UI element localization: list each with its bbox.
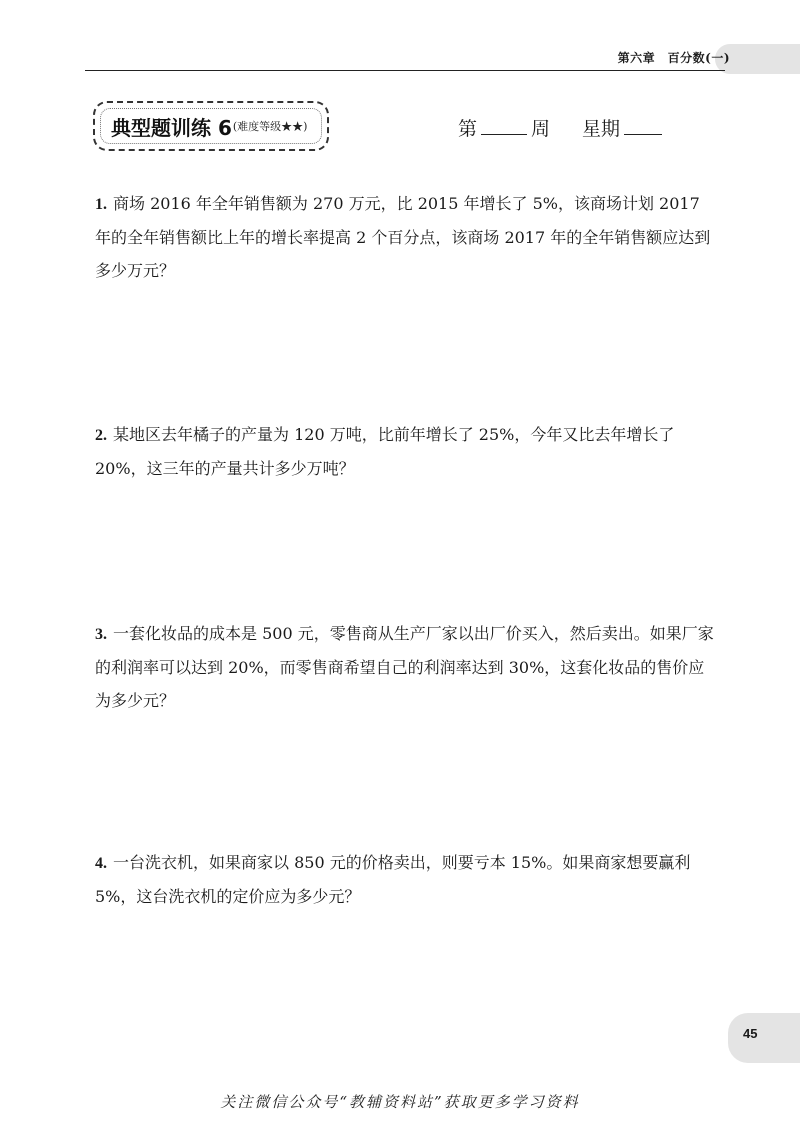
problem-3: [95, 617, 717, 717]
problem-text: 某地区去年橘子的产量为 120 万吨，比前年增长了 25%，今年又比去年增长了 20%，这三年的产量共计多少万吨？: [95, 425, 675, 478]
problem-number: 4.: [95, 855, 107, 872]
problem-number: 1.: [95, 196, 107, 213]
problem-2: [95, 418, 717, 485]
weekday-blank[interactable]: [624, 116, 662, 135]
footer-note: 关注微信公众号“教辅资料站”获取更多学习资料: [220, 1093, 580, 1111]
problem-4: [95, 846, 717, 913]
week-blank[interactable]: [481, 116, 527, 135]
chapter-heading: 第六章 百分数(一): [617, 51, 730, 65]
week-prefix: 第: [458, 118, 478, 140]
week-suffix: 周: [531, 118, 551, 140]
problem-text: 一台洗衣机，如果商家以 850 元的价格卖出，则要亏本 15%。如果商家想要赢利 5%，这台洗衣机的定价应为多少元？: [95, 853, 691, 906]
difficulty-label: (难度等级★★): [232, 120, 308, 133]
exercise-title: 典型题训练 6: [111, 115, 232, 140]
problem-number: 3.: [95, 626, 107, 643]
page-number-tab: [728, 1013, 800, 1063]
problem-1: [95, 187, 717, 287]
problem-text: 商场 2016 年全年销售额为 270 万元，比 2015 年增长了 5%，该商场计划 2017 年的全年销售额比上年的增长率提高 2 个百分点，该商场 2017 年的全年销售额应达到多少万元？: [95, 194, 711, 280]
page-number: 45: [743, 1026, 758, 1041]
problem-text: 一套化妆品的成本是 500 元，零售商从生产厂家以出厂价买入，然后卖出。如果厂家的利润率可以达到 20%，而零售商希望自己的利润率达到 30%，这套化妆品的售价应为多少元？: [95, 624, 714, 710]
problem-number: 2.: [95, 427, 107, 444]
header-rule: [85, 70, 725, 71]
weekday-label: 星期: [582, 118, 621, 140]
date-line: [458, 114, 662, 141]
exercise-title-box: [100, 108, 322, 144]
